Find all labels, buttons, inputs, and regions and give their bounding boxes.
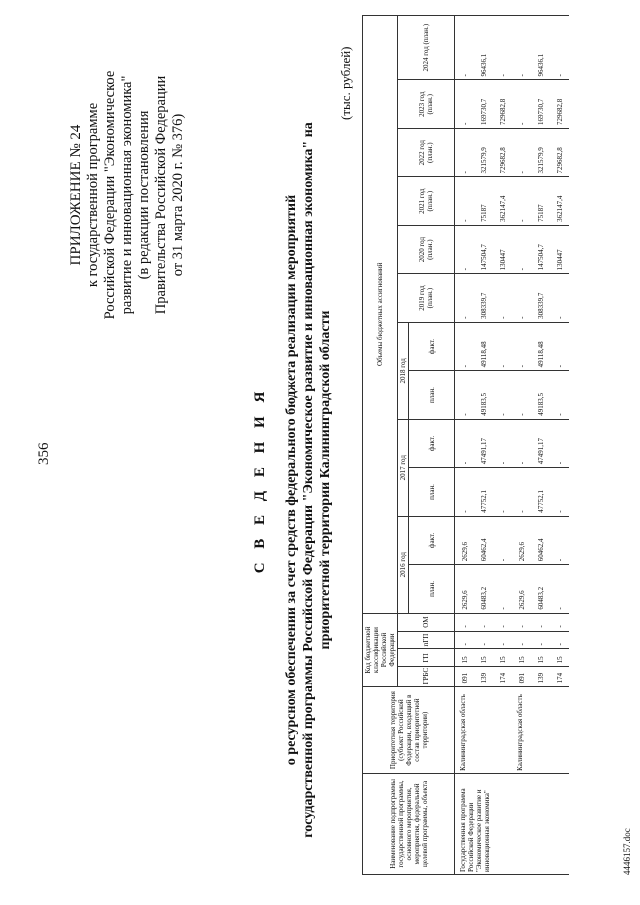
table-cell: -	[550, 613, 569, 631]
table-cell: 729682,8	[493, 80, 512, 128]
table-cell: 729682,8	[493, 128, 512, 176]
table-cell: -	[512, 80, 531, 128]
table-cell: -	[493, 631, 512, 649]
table-cell: -	[512, 613, 531, 631]
table-cell: -	[550, 565, 569, 613]
table-cell: 2629,6	[512, 516, 531, 564]
table-cell: 15	[512, 649, 531, 667]
table-cell: 308339,7	[531, 274, 550, 322]
header-plan-2018: план.	[409, 371, 455, 419]
table-cell: 2629,6	[455, 565, 475, 613]
table-cell: 174	[493, 667, 512, 687]
table-cell: 169730,7	[474, 80, 493, 128]
table-cell: 60483,2	[474, 565, 493, 613]
table-cell: -	[455, 274, 475, 322]
table-cell: -	[512, 16, 531, 81]
table-cell: 96436,1	[531, 16, 550, 81]
table-cell: 362147,4	[493, 177, 512, 225]
table-cell: 15	[455, 649, 475, 667]
table-cell: -	[493, 274, 512, 322]
table-cell: 47752,1	[531, 468, 550, 516]
table-cell: 60483,2	[531, 565, 550, 613]
table-cell: -	[493, 419, 512, 467]
table-cell: 49118,48	[531, 322, 550, 370]
header-year-2018: 2018 год	[398, 322, 409, 419]
table-cell: -	[455, 177, 475, 225]
appendix-line: от 31 марта 2020 г. № 376)	[170, 113, 186, 277]
header-om: ОМ	[398, 613, 455, 631]
table-cell: 321579,9	[531, 128, 550, 176]
header-fact-2016: факт.	[409, 516, 455, 564]
header-territory: Приоритетная территория (субъект Российской Федерации, входящий в состав приоритетной территории)	[363, 687, 455, 773]
table-cell: -	[455, 613, 475, 631]
table-cell: -	[455, 16, 475, 81]
table-row	[455, 16, 475, 875]
table-cell: -	[531, 631, 550, 649]
appendix-line: (в редакции постановления	[136, 110, 152, 280]
table-cell: 091	[512, 667, 531, 687]
table-cell: -	[455, 80, 475, 128]
table-cell: 139	[531, 667, 550, 687]
table-cell: -	[512, 371, 531, 419]
appendix-line: развитие и инновационная экономика"	[119, 75, 135, 315]
table-cell: -	[474, 631, 493, 649]
table-cell: 2629,6	[512, 565, 531, 613]
table-cell: -	[455, 322, 475, 370]
table-cell: 362147,4	[550, 177, 569, 225]
resource-table	[362, 15, 569, 875]
table-cell: 091	[455, 667, 475, 687]
table-cell: -	[474, 613, 493, 631]
table-cell: 47752,1	[474, 468, 493, 516]
header-gp: ГП	[398, 649, 455, 667]
table-cell: 2629,6	[455, 516, 475, 564]
header-pgp: пГП	[398, 631, 455, 649]
table-cell: -	[455, 128, 475, 176]
table-cell: 60462,4	[531, 516, 550, 564]
header-year-2020: 2020 год (план.)	[398, 225, 455, 273]
table-cell: -	[512, 128, 531, 176]
header-fact-2017: факт.	[409, 419, 455, 467]
table-cell: -	[493, 322, 512, 370]
header-budget-code: Код бюджетной классификации Российской Федерации	[363, 613, 398, 687]
table-cell: -	[493, 16, 512, 81]
table-cell: -	[512, 274, 531, 322]
table-cell: 321579,9	[474, 128, 493, 176]
table-cell: 139	[474, 667, 493, 687]
table-cell: 308339,7	[474, 274, 493, 322]
header-year-2023: 2023 год (план.)	[398, 80, 455, 128]
table-cell: -	[550, 16, 569, 81]
header-year-2019: 2019 год (план.)	[398, 274, 455, 322]
table-cell: -	[512, 419, 531, 467]
table-cell: 147504,7	[474, 225, 493, 273]
header-year-2016: 2016 год	[398, 516, 409, 613]
territory-cell: Калининградская область	[512, 687, 569, 773]
table-cell: -	[531, 613, 550, 631]
table-row	[512, 16, 531, 875]
table-cell: -	[550, 371, 569, 419]
table-cell: -	[512, 631, 531, 649]
table-cell: 96436,1	[474, 16, 493, 81]
header-name: Наименование подпрограммы государственной программы, основного мероприятия, мероприятия, федеральной целевой программы, объекта	[363, 773, 455, 874]
table-cell: -	[512, 322, 531, 370]
table-cell: -	[455, 419, 475, 467]
appendix-line: Российской Федерации "Экономическое	[102, 70, 118, 320]
table-cell: 174	[550, 667, 569, 687]
table-cell: 15	[474, 649, 493, 667]
units-label: (тыс. рублей)	[338, 46, 353, 120]
table-cell: -	[550, 274, 569, 322]
table-cell: 49118,48	[474, 322, 493, 370]
header-fact-2018: факт.	[409, 322, 455, 370]
table-cell: 15	[493, 649, 512, 667]
table-cell: -	[493, 371, 512, 419]
table-cell: -	[550, 419, 569, 467]
description-line: государственной программы Российской Федерации "Экономическое развитие и инновационная экономика" на	[301, 122, 316, 838]
table-cell: 130447	[550, 225, 569, 273]
header-year-2017: 2017 год	[398, 419, 409, 516]
header-year-2022: 2022 год (план.)	[398, 128, 455, 176]
appendix-line: Правительства Российской Федерации	[153, 75, 169, 315]
header-volumes: Объемы бюджетных ассигнований	[363, 16, 398, 614]
table-cell: -	[455, 631, 475, 649]
document-title-block	[252, 115, 334, 845]
table-cell: -	[550, 516, 569, 564]
table-cell: 147504,7	[531, 225, 550, 273]
table-cell: 15	[550, 649, 569, 667]
table-cell: 130447	[493, 225, 512, 273]
header-plan-2016: план.	[409, 565, 455, 613]
appendix-title: ПРИЛОЖЕНИЕ № 24	[68, 124, 84, 266]
table-cell: -	[493, 613, 512, 631]
table-cell: 75187	[474, 177, 493, 225]
table-cell: 15	[531, 649, 550, 667]
table-cell: 75187	[531, 177, 550, 225]
table-cell: 729682,8	[550, 128, 569, 176]
table-cell: 49183,5	[474, 371, 493, 419]
row-name-cell: Государственная программа Российской Федерации "Экономическое развитие и инновационная экономика"	[455, 773, 570, 874]
table-cell: -	[493, 516, 512, 564]
table-cell: -	[512, 225, 531, 273]
table-cell: -	[512, 177, 531, 225]
page-number: 356	[36, 442, 52, 465]
table-cell: 60462,4	[474, 516, 493, 564]
footer-filename: 4446157.doc	[622, 828, 632, 875]
appendix-line: к государственной программе	[85, 102, 101, 288]
description-line: приоритетной территории Калининградской области	[318, 310, 333, 650]
table-cell: -	[493, 565, 512, 613]
table-cell: -	[493, 468, 512, 516]
table-cell: 169730,7	[531, 80, 550, 128]
header-year-2024: 2024 год (план.)	[398, 16, 455, 81]
header-year-2021: 2021 год (план.)	[398, 177, 455, 225]
table-cell: -	[550, 631, 569, 649]
document-title: С В Е Д Е Н И Я	[252, 386, 268, 574]
table-cell: 729682,8	[550, 80, 569, 128]
table-cell: -	[455, 225, 475, 273]
description-line: о ресурсном обеспечении за счет средств федерального бюджета реализации мероприятий	[284, 194, 299, 766]
table-cell: -	[550, 322, 569, 370]
header-plan-2017: план.	[409, 468, 455, 516]
table-cell: 47491,17	[531, 419, 550, 467]
table-cell: -	[455, 468, 475, 516]
territory-cell: Калининградская область	[455, 687, 513, 773]
table-cell: -	[512, 468, 531, 516]
table-cell: -	[550, 468, 569, 516]
header-grbs: ГРБС	[398, 667, 455, 687]
appendix-block	[68, 40, 187, 350]
table-cell: -	[455, 371, 475, 419]
table-cell: 47491,17	[474, 419, 493, 467]
table-cell: 49183,5	[531, 371, 550, 419]
